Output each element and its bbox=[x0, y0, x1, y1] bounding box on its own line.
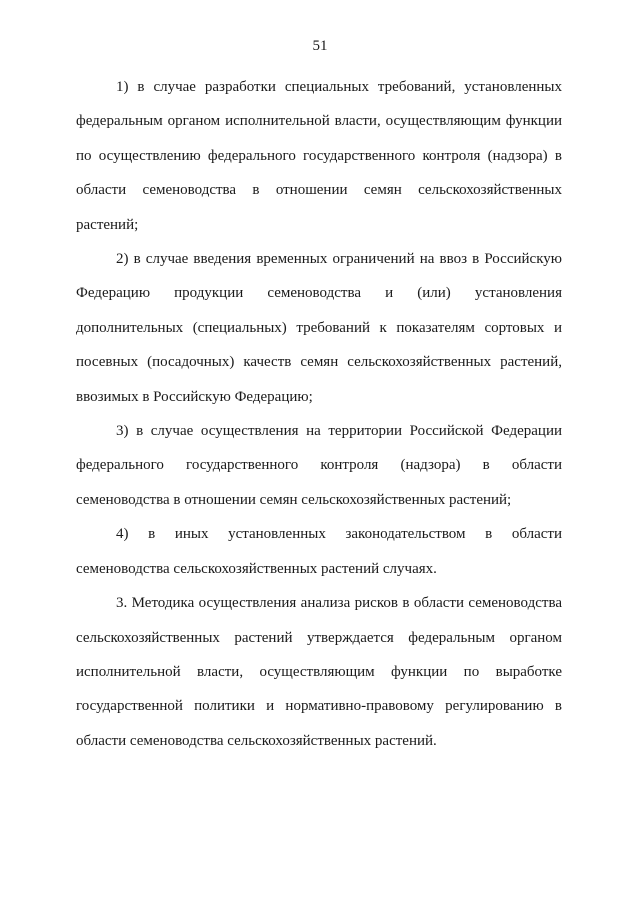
paragraph-item-3: 3) в случае осуществления на территории Российской Федерации федерального государственного контроля (надзора) в области семеноводства в отношении семян сельскохозяйственных растений; bbox=[76, 423, 562, 508]
document-body bbox=[76, 70, 562, 758]
paragraph-item-4: 4) в иных установленных законодательством в области семеноводства сельскохозяйственных растений случаях. bbox=[76, 526, 562, 577]
page-number: 51 bbox=[312, 38, 328, 54]
paragraph-clause-3: 3. Методика осуществления анализа рисков в области семеноводства сельскохозяйственных растений утверждается федеральным органом исполнительной власти, осуществляющим функции по выработке государственной политики и нормативно-правовому регулированию в области семеноводства сельскохозяйственных растений. bbox=[76, 595, 562, 749]
paragraph-item-1: 1) в случае разработки специальных требований, установленных федеральным органом исполнительной власти, осуществляющим функции по осуществлению федерального государственного контроля (надзора) в области семеноводства в отношении семян сельскохозяйственных растений; bbox=[76, 79, 562, 233]
paragraph-item-2: 2) в случае введения временных ограничений на ввоз в Российскую Федерацию продукции семеноводства и (или) установления дополнительных (специальных) требований к показателям сортовых и посевных (посадочных) качеств семян сельскохозяйственных растений, ввозимых в Российскую Федерацию; bbox=[76, 251, 562, 405]
